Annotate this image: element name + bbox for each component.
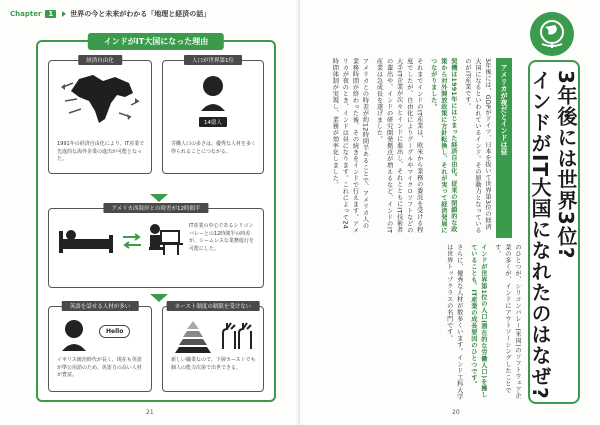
speaking-person-icon: [61, 319, 87, 351]
english-text: イギリス統治時代が長く、現在も英語が準公用語のため、英語力の高い人材が豊富。: [57, 357, 142, 378]
timediff-label: アメリカ西海岸との時差が12時間半: [103, 203, 208, 213]
arrow-down-icon: [150, 194, 168, 202]
caste-box: [162, 306, 264, 392]
arrow-down-icon: [150, 294, 168, 302]
population-text: 労働人口の多さは、優秀な人材を多く得られることにつながる。: [171, 141, 257, 155]
page-number-right: 20: [452, 409, 460, 416]
raised-hands-icon: [219, 319, 253, 353]
pyramid-icon: [173, 319, 213, 353]
paragraph: インドが世界第1位の人口(潜在的な労働人口)を擁していることも、IT産業の成長要因のひとつです。: [469, 244, 487, 398]
page-number-left: 21: [146, 409, 154, 416]
chapter-title: 世界の今と未来がわかる「地理と経済の話」: [70, 10, 211, 18]
econ-box: [48, 60, 152, 174]
main-title-line2: インドがIT大国になれたのはなぜ?: [528, 70, 552, 400]
india-map-icon: [59, 71, 141, 127]
body-text-upper: [322, 58, 492, 234]
paragraph: 契機は1991年にはじまった経済自由化。従来の閉鎖的な政策から対外開放政策に方針転換し、それが実って経済発展につながりました。: [429, 58, 457, 234]
paragraph: のひとつが、シリコンバレー(米国)のソフトウェア企業の多くが、インドにアウトソーシングしたことです。: [493, 244, 521, 399]
working-person-icon: [145, 223, 185, 257]
paragraph: 3年後には、GDPがドイツ、日本を抜いて世界第3位の経済大国になるといわれているインド。その原動力となっているのがIT産業です。: [463, 58, 491, 234]
timediff-box: [48, 208, 264, 288]
chapter-header: [10, 9, 210, 19]
person-icon: [199, 75, 227, 111]
population-box: [162, 60, 264, 174]
paragraph: さらに、優秀な人材が数多くいます。インド工科大学は世界トップクラスの名門です。: [445, 244, 463, 400]
globe-icon: [530, 12, 574, 56]
hello-bubble: Hello: [99, 325, 130, 338]
chapter-triangle-icon: [62, 11, 66, 17]
population-label: 人口が世界第1位: [184, 55, 242, 65]
exchange-arrows-icon: [121, 233, 143, 249]
infographic-panel: [36, 37, 276, 402]
sleeping-person-icon: [57, 225, 115, 255]
paragraph: それまでインドのIT産業は、欧米から業務の委託を受ける程度でしたが、自由化によりグーグルやマイクロソフトなどの大手IT企業が次々とインドに進出し、それとともにIT技術者の輩出や、インドの研究開発拠点が増えるなど、インドのIT産業は急成長を遂げました。: [375, 58, 423, 234]
panel-title: インドがIT大国になった理由: [88, 33, 224, 50]
chapter-word: Chapter: [10, 10, 42, 18]
english-box: [48, 306, 152, 392]
right-page: [300, 0, 600, 425]
section-heading: アメリカが夜だとインドは昼: [496, 58, 512, 238]
body-text-lower: [322, 244, 522, 404]
paragraph: アメリカとの時差が約12時間半あることで、アメリカ人の業務時間が終わった後、その続きをインドで行えます。アメリカが夜のとき、インドは昼になります。これによって24時間体制が実現し、業務が効率化しました。: [331, 58, 369, 234]
caste-text: 新しい職業なので、下層カーストでも個人の能力次第で出世できる。: [171, 357, 256, 371]
main-title-line1: 3年後には世界3位?: [554, 70, 578, 260]
timediff-text: IT産業の中心であるシリコンバレーとの12時間半の時差が、シームレスな業務進行を可能にした。: [189, 223, 254, 252]
econ-label: 経済自由化: [78, 55, 122, 65]
econ-text: 1991年の経済自由化により、IT産業で先進的な海外企業の進出が可能となった。: [57, 141, 145, 162]
chapter-number: 1: [45, 10, 56, 18]
caste-label: カースト制度の制限を受けない: [167, 301, 260, 311]
population-badge: 14億人: [199, 117, 227, 127]
english-label: 英語を話せる人材が多い: [62, 301, 139, 311]
